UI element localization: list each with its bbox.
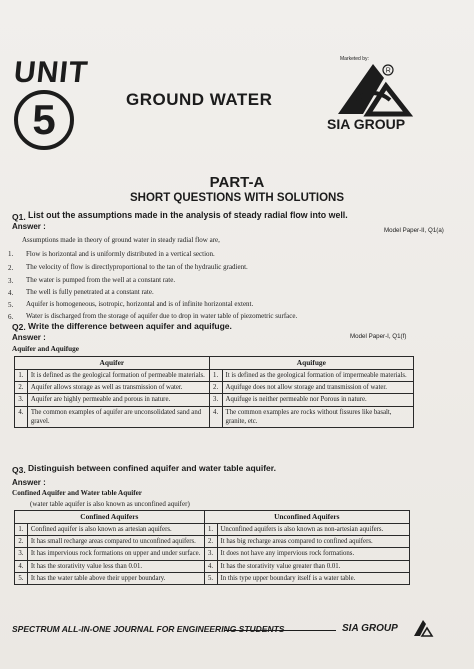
table-cell: In this type upper boundary itself is a water table. — [217, 572, 409, 584]
q1-reference: Model Paper-II, Q1(a) — [384, 227, 444, 234]
table-row — [15, 369, 414, 381]
confined-aquifer-table — [14, 510, 410, 585]
table-header-row — [15, 511, 410, 524]
row-number: 1. — [15, 523, 28, 535]
q1-point-4: The well is fully penetrated at a constant rate. — [26, 288, 154, 296]
table-cell: Aquifer allows storage as well as transmission of water. — [27, 382, 209, 394]
q1-point-6: Water is discharged from the storage of aquifer due to drop in water table of piezometric surface. — [26, 312, 298, 320]
q3-number: Q3. — [12, 465, 26, 475]
row-number: 3. — [15, 548, 28, 560]
page-footer — [12, 624, 462, 638]
q1-point-4-num: 4. — [8, 289, 14, 297]
table-cell: Aquifer are highly permeable and porous in nature. — [27, 394, 209, 406]
table-cell: Confined aquifer is also known as artesian aquifers. — [27, 523, 204, 535]
table-row — [15, 536, 410, 548]
q1-point-5: Aquifer is homogeneous, isotropic, horizontal and is of infinite horizontal extent. — [26, 300, 254, 308]
row-number: 5. — [15, 572, 28, 584]
q2-reference: Model Paper-I, Q1(f) — [350, 333, 407, 340]
row-number: 1. — [209, 369, 222, 381]
table-cell: It has big recharge areas compared to confined aquifers. — [217, 536, 409, 548]
q2-number: Q2. — [12, 322, 26, 332]
footer-brand: SIA GROUP — [342, 623, 398, 634]
q3-question: Distinguish between confined aquifer and water table aquifer. — [28, 463, 276, 473]
row-number: 4. — [209, 406, 222, 427]
table-row — [15, 406, 414, 427]
table-header-row — [15, 357, 414, 370]
table-row — [15, 523, 410, 535]
table-cell: It has the water table above their upper boundary. — [27, 572, 204, 584]
row-number: 2. — [15, 536, 28, 548]
brand-small-text: Marketed by: — [340, 56, 369, 62]
q1-point-3-num: 3. — [8, 277, 14, 285]
column-header: Unconfined Aquifers — [204, 511, 409, 524]
unit-number-badge — [14, 90, 74, 150]
table-cell: The common examples of aquifer are unconsolidated sand and gravel. — [27, 406, 209, 427]
table-cell: It is defined as the geological formation of impermeable materials. — [222, 369, 413, 381]
q1-intro: Assumptions made in theory of ground water in steady radial flow are, — [22, 236, 220, 244]
q1-answer-label: Answer : — [12, 222, 46, 231]
table-cell: It has small recharge areas compared to unconfined aquifers. — [27, 536, 204, 548]
unit-label: UNIT — [12, 56, 90, 89]
column-header: Aquifuge — [209, 357, 413, 370]
row-number: 2. — [15, 382, 28, 394]
q1-number: Q1. — [12, 212, 26, 222]
q2-answer-label: Answer : — [12, 333, 46, 342]
row-number: 4. — [15, 560, 28, 572]
q3-subtitle-note: (water table aquifer is also known as unconfined aquifer) — [30, 500, 190, 508]
q1-point-3: The water is pumped from the well at a constant rate. — [26, 276, 176, 284]
row-number: 3. — [15, 394, 28, 406]
q1-point-2: The velocity of flow is directlyproportional to the tan of the hydraulic gradient. — [26, 263, 248, 271]
table-cell: It does not have any impervious rock formations. — [217, 548, 409, 560]
q2-question: Write the difference between aquifer and aquifuge. — [28, 321, 232, 331]
row-number: 1. — [15, 369, 28, 381]
chapter-title: GROUND WATER — [126, 90, 273, 109]
q1-question: List out the assumptions made in the analysis of steady radial flow into well. — [28, 210, 348, 220]
row-number: 3. — [204, 548, 217, 560]
q2-subtitle: Aquifer and Aquifuge — [12, 345, 79, 353]
table-row — [15, 394, 414, 406]
row-number: 4. — [204, 560, 217, 572]
table-cell: It has the storativity value greater than 0.01. — [217, 560, 409, 572]
table-cell: Aquifuge does not allow storage and transmission of water. — [222, 382, 413, 394]
q1-point-6-num: 6. — [8, 313, 14, 321]
row-number: 4. — [15, 406, 28, 427]
table-cell: Aquifuge is neither permeable nor Porous in nature. — [222, 394, 413, 406]
column-header: Confined Aquifers — [15, 511, 205, 524]
svg-text:R: R — [385, 67, 391, 75]
column-header: Aquifer — [15, 357, 210, 370]
table-cell: It has impervious rock formations on upper and under surface. — [27, 548, 204, 560]
q3-subtitle: Confined Aquifer and Water table Aquifer — [12, 489, 142, 497]
footer-text: SPECTRUM ALL-IN-ONE JOURNAL FOR ENGINEERING STUDENTS — [12, 624, 285, 634]
table-row — [15, 572, 410, 584]
q1-point-5-num: 5. — [8, 301, 14, 309]
q3-answer-label: Answer : — [12, 478, 46, 487]
table-cell: It is defined as the geological formation of permeable materials. — [27, 369, 209, 381]
row-number: 1. — [204, 523, 217, 535]
table-row — [15, 548, 410, 560]
q1-point-1: Flow is horizontal and is uniformly distributed in a vertical section. — [26, 250, 215, 258]
q1-point-1-num: 1. — [8, 250, 14, 258]
q1-point-2-num: 2. — [8, 264, 14, 272]
unit-number: 5 — [32, 96, 56, 143]
footer-divider — [224, 630, 336, 631]
sia-mini-logo-icon — [412, 618, 434, 638]
row-number: 2. — [209, 382, 222, 394]
aquifer-table — [14, 356, 414, 428]
row-number: 3. — [209, 394, 222, 406]
row-number: 2. — [204, 536, 217, 548]
section-title: SHORT QUESTIONS WITH SOLUTIONS — [129, 192, 345, 204]
table-row — [15, 382, 414, 394]
row-number: 5. — [204, 572, 217, 584]
table-cell: The common examples are rocks without fissures like basalt, granite, etc. — [222, 406, 413, 427]
table-cell: It has the storativity value less than 0.01. — [27, 560, 204, 572]
part-heading: PART-A — [209, 174, 265, 191]
table-cell: Unconfined aquifers is also known as non-artesian aquifers. — [217, 523, 409, 535]
brand-name: SIA GROUP — [327, 116, 406, 132]
table-row — [15, 560, 410, 572]
